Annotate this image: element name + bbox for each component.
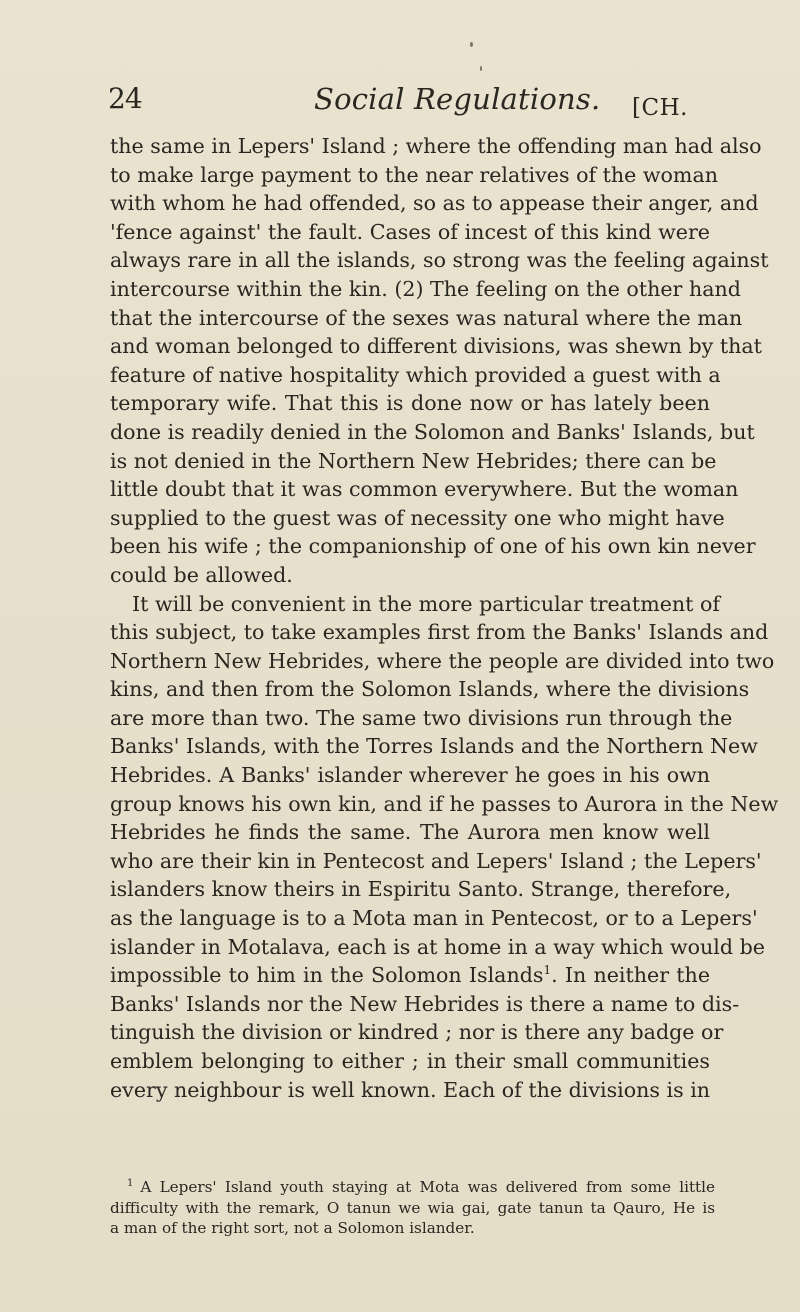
text-line: emblem belonging to either ; in their small communities (110, 1049, 710, 1073)
text-line: and woman belonged to different divisions, was shewn by that (110, 334, 762, 359)
text-line: that the intercourse of the sexes was natural where the man (110, 305, 743, 330)
paragraph-start-line: It will be convenient in the more particular treatment of (132, 591, 721, 616)
text-line: as the language is to a Mota man in Pentecost, or to a Lepers' (110, 906, 758, 931)
text-line: temporary wife. That this is done now or has lately been (110, 391, 710, 416)
text-line: are more than two. The same two divisions run through the (110, 705, 733, 730)
text-line: every neighbour is well known. Each of the divisions is in (110, 1077, 711, 1102)
footnote-reference: 1 (543, 963, 552, 978)
text-line: always rare in all the islands, so strong was the feeling against (110, 248, 769, 273)
text-line: islander in Motalava, each is at home in a way which would be (110, 934, 765, 959)
footnote-marker: 1 (127, 1178, 134, 1189)
line-text-after-ref: In neither the (564, 963, 711, 988)
text-line: supplied to the guest was of necessity one who might have (110, 505, 725, 530)
page-number: 24 (108, 82, 142, 115)
paper-speck (470, 42, 473, 47)
paper-speck (480, 66, 482, 71)
text-line: who are their kin in Pentecost and Lepers' Island ; the Lepers' (110, 848, 762, 873)
text-line: 'fence against' the fault. Cases of incest of this kind were (110, 219, 710, 244)
text-line: Banks' Islands, with the Torres Islands and the Northern New (110, 734, 758, 759)
line-text-before-ref: impossible to him in the Solomon Islands (110, 963, 544, 988)
text-line: is not denied in the Northern New Hebrides; there can be (110, 448, 717, 473)
text-line: intercourse within the kin. (2) The feeling on the other hand (110, 276, 741, 301)
page-header (106, 74, 746, 121)
text-line: could be allowed. (110, 562, 293, 587)
footnote-line (110, 1177, 715, 1198)
text-line: Banks' Islands nor the New Hebrides is there a name to dis- (110, 991, 740, 1016)
text-line-with-footnote-ref: impossible to him in the Solomon Islands$^1$. In neither the (110, 963, 711, 988)
text-line: been his wife ; the companionship of one of his own kin never (110, 534, 756, 559)
text-line: the same in Lepers' Island ; where the offending man had also (110, 134, 762, 158)
text-line: this subject, to take examples first from the Banks' Islands and (110, 620, 769, 645)
text-line: tinguish the division or kindred ; nor is there any badge or (110, 1020, 724, 1045)
footnote-line: a man of the right sort, not a Solomon islander. (110, 1219, 475, 1237)
running-title: Social Regulations. (314, 82, 601, 116)
text-line: with whom he had offended, so as to appease their anger, and (110, 191, 759, 216)
text-line: to make large payment to the near relatives of the woman (110, 162, 718, 187)
text-line: little doubt that it was common everywhere. But the woman (110, 477, 739, 502)
chapter-mark: [CH. (632, 95, 688, 121)
text-line: done is readily denied in the Solomon and Banks' Islands, but (110, 419, 755, 444)
body-text (110, 132, 779, 1104)
footnote (110, 1177, 715, 1239)
text-line: islanders know theirs in Espiritu Santo. Strange, therefore, (110, 877, 732, 902)
text-line: Hebrides he finds the same. The Aurora men know well (110, 820, 710, 845)
text-line: kins, and then from the Solomon Islands, where the divisions (110, 677, 750, 702)
text-line: group knows his own kin, and if he passes to Aurora in the New (110, 791, 779, 816)
text-line: Northern New Hebrides, where the people are divided into two (110, 648, 775, 673)
text-line: feature of native hospitality which provided a guest with a (110, 362, 721, 387)
footnote-line: difficulty with the remark, O tanun we wia gai, gate tanun ta Qauro, He is (110, 1198, 715, 1217)
footnote-text: A Lepers' Island youth staying at Mota was delivered from some little (140, 1178, 715, 1196)
text-line: Hebrides. A Banks' islander wherever he goes in his own (110, 763, 710, 788)
